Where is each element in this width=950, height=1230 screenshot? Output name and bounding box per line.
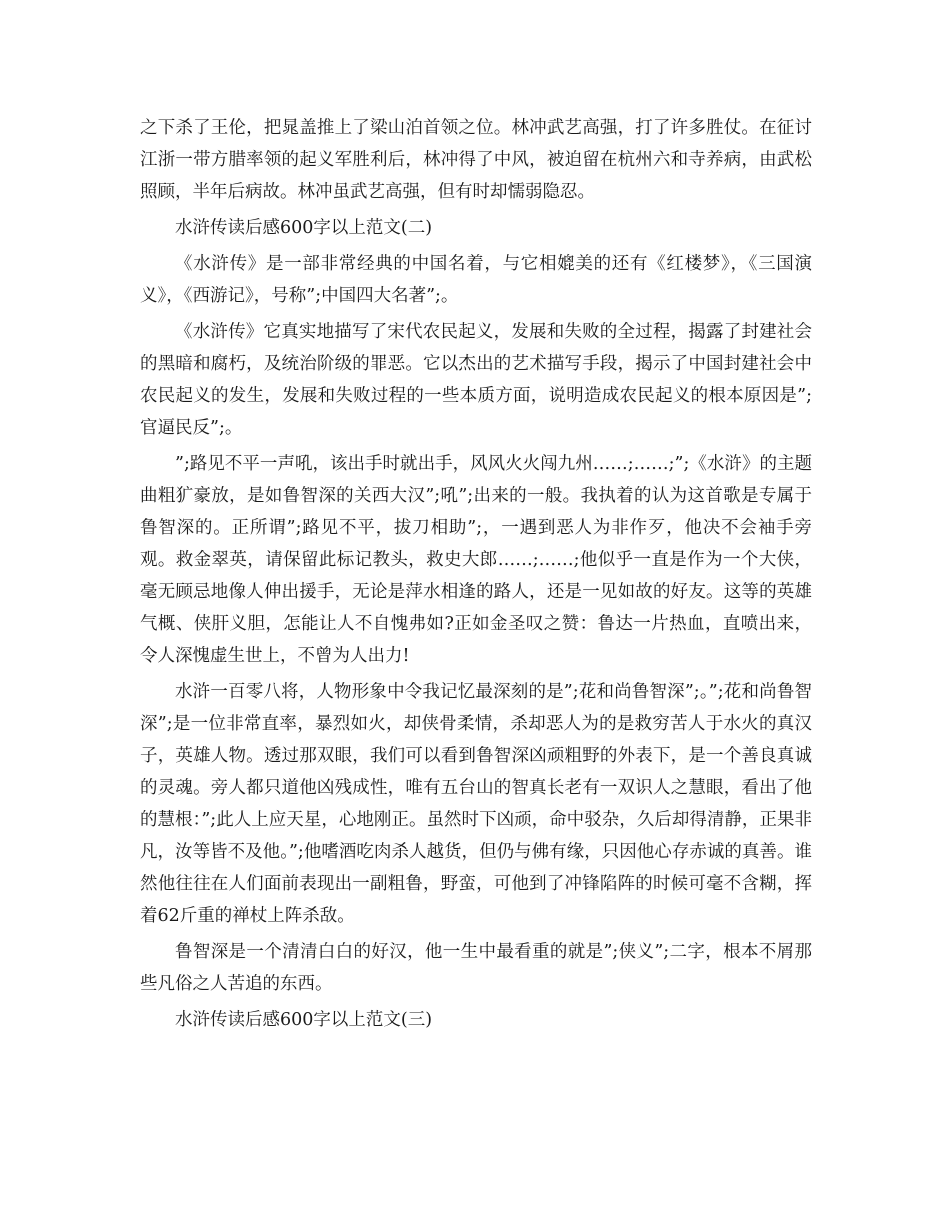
- paragraph: 《水浒传》是一部非常经典的中国名着，与它相媲美的还有《红楼梦》，《三国演义》，《西游记》，号称”;中国四大名著”;。: [140, 254, 812, 306]
- paragraph: 水浒一百零八将，人物形象中令我记忆最深刻的是”;花和尚鲁智深”;。”;花和尚鲁智深”;是一位非常直率，暴烈如火，却侠骨柔情，杀却恶人为的是救穷苦人于水火的真汉子，英雄人物。透过那双眼，我们可以看到鲁智深凶顽粗野的外表下，是一个善良真诚的灵魂。旁人都只道他凶残成性，唯有五台山的智真长老有一双识人之慧眼，看出了他的慧根：”;此人上应天星，心地刚正。虽然时下凶顽，命中驳杂，久后却得清静，正果非凡，汝等皆不及他。”;他嗜酒吃肉杀人越货，但仍与佛有缘，只因他心存赤诚的真善。谁然他往往在人们面前表现出一副粗鲁，野蛮，可他到了冲锋陷阵的时候可毫不含糊，挥着62斤重的禅杖上阵杀敌。: [140, 682, 812, 926]
- paragraph: 鲁智深是一个清清白白的好汉，他一生中最看重的就是”;侠义”;二字，根本不屑那些凡俗之人苦追的东西。: [140, 942, 812, 994]
- paragraph: ”;路见不平一声吼，该出手时就出手，风风火火闯九州……;……;”;《水浒》的主题曲粗犷豪放，是如鲁智深的关西大汉”;吼”;出来的一般。我执着的认为这首歌是专属于鲁智深的。正所谓”;路见不平，拔刀相助”;，一遇到恶人为非作歹，他决不会袖手旁观。救金翠英，请保留此标记教头，救史大郎……;……;他似乎一直是作为一个大侠，毫无顾忌地像人伸出援手，无论是萍水相逢的路人，还是一见如故的好友。这等的英雄气概、侠肝义胆，怎能让人不自愧弗如?正如金圣叹之赞：鲁达一片热血，直喷出来，令人深愧虚生世上，不曾为人出力!: [140, 454, 812, 666]
- paragraph: 《水浒传》它真实地描写了宋代农民起义，发展和失败的全过程，揭露了封建社会的黑暗和腐朽，及统治阶级的罪恶。它以杰出的艺术描写手段，揭示了中国封建社会中农民起义的发生，发展和失败过程的一些本质方面，说明造成农民起义的根本原因是”;官逼民反”;。: [140, 322, 812, 438]
- document-page: [140, 112, 812, 1040]
- paragraph-continuation: 之下杀了王伦，把晁盖推上了梁山泊首领之位。林冲武艺高强，打了许多胜仗。在征讨江浙一带方腊率领的起义军胜利后，林冲得了中风，被迫留在杭州六和寺养病，由武松照顾，半年后病故。林冲虽武艺高强，但有时却懦弱隐忍。: [140, 118, 812, 202]
- section-heading-2: 水浒传读后感600字以上范文(二): [175, 218, 433, 238]
- section-heading-3: 水浒传读后感600字以上范文(三): [175, 1010, 433, 1030]
